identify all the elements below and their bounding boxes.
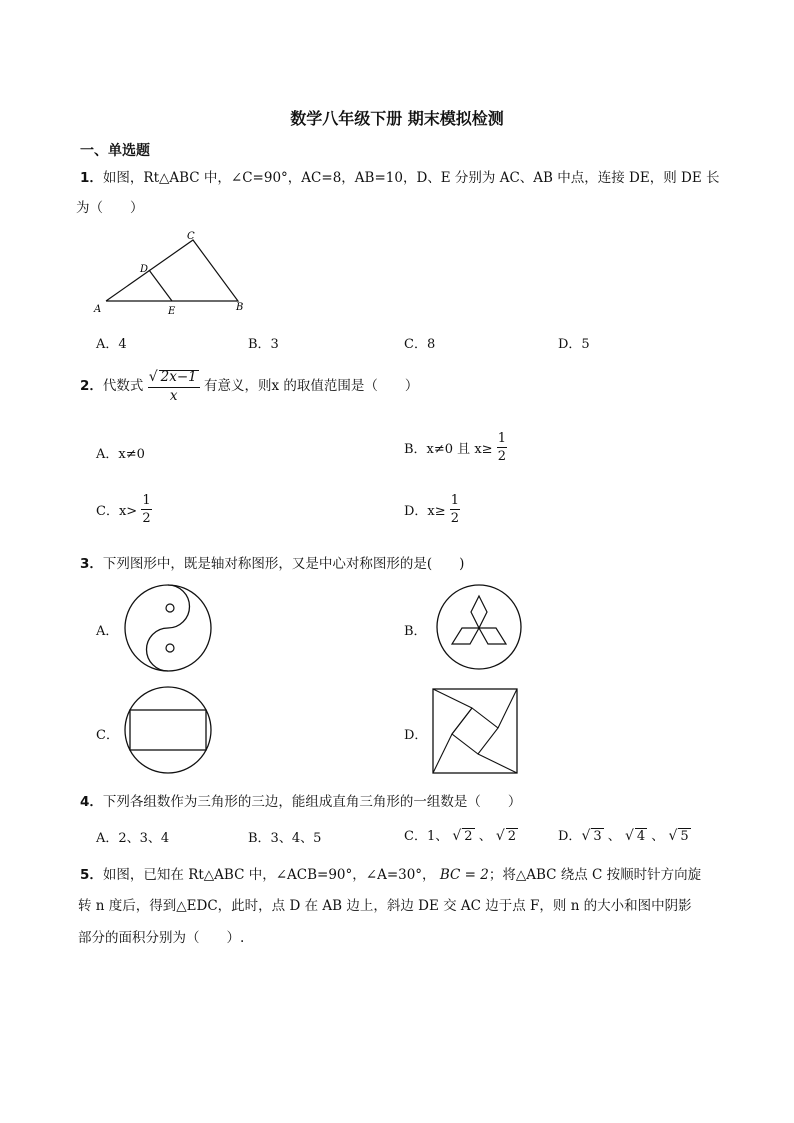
option-b[interactable]: B．	[404, 624, 427, 639]
mitsubishi-logo-icon[interactable]	[436, 584, 522, 670]
label-e: E	[168, 306, 176, 317]
question-3	[80, 552, 464, 572]
option-d[interactable]: D．x≥ $\frac{1}{2}$	[404, 493, 460, 526]
option-a[interactable]: A．	[96, 624, 119, 639]
option-c[interactable]: C．x> $\frac{1}{2}$	[96, 493, 151, 526]
question-text: 下列图形中，既是轴对称图形，又是中心对称图形的是( )	[102, 556, 465, 572]
triangle-figure	[90, 228, 255, 318]
question-text-prefix: 代数式	[102, 378, 144, 394]
option-a[interactable]: A．4	[96, 337, 127, 352]
option-c[interactable]: C．	[96, 728, 119, 743]
question-text: 下列各组数作为三角形的三边，能组成直角三角形的一组数是（ ）	[102, 794, 522, 810]
label-c: C	[187, 231, 195, 242]
question-number: 3．	[80, 556, 103, 572]
question-5-line-2: 转 n 度后，得到△EDC，此时，点 D 在 AB 边上，斜边 DE 交 AC 边于点 F，则 n 的大小和图中阴影	[78, 898, 692, 914]
question-number: 5．	[80, 867, 103, 883]
question-5: 5．如图，已知在 Rt△ABC 中，∠ACB=90°，∠A=30°， BC = 2；将△ABC 绕点 C 按顺时针方向旋	[80, 867, 702, 883]
page-title: 数学八年级下册 期末模拟检测	[290, 109, 504, 128]
question-5-line-3: 部分的面积分别为（ ）.	[78, 930, 245, 946]
option-b[interactable]: B．3	[248, 337, 279, 352]
question-text: 如图，Rt△ABC 中，∠C=90°，AC=8，AB=10，D、E 分别为 AC、AB 中点，连接 DE，则 DE 长	[102, 170, 720, 186]
question-number: 1．	[80, 170, 103, 186]
label-b: B	[236, 302, 244, 313]
yin-yang-icon[interactable]	[124, 584, 212, 672]
label-a: A	[94, 304, 102, 315]
option-a[interactable]: A．2、3、4	[96, 831, 170, 846]
fraction-expression: $\frac{√ 2x-1}{x}$	[148, 370, 200, 403]
option-d[interactable]: D．	[404, 728, 428, 743]
rectangle-in-circle-icon[interactable]	[124, 686, 212, 774]
question-2	[80, 370, 418, 403]
question-1	[80, 166, 719, 186]
question-text-suffix: 有意义，则x 的取值范围是（ ）	[204, 378, 419, 394]
option-d[interactable]: D．5	[558, 337, 590, 352]
section-heading: 一、单选题	[80, 143, 150, 159]
option-b[interactable]: B．x≠0 且 x≥ $\frac{1}{2}$	[404, 431, 506, 464]
option-b[interactable]: B．3、4、5	[248, 831, 322, 846]
question-number: 2．	[80, 378, 103, 394]
question-number: 4．	[80, 794, 103, 810]
label-d: D	[140, 264, 149, 275]
option-d[interactable]: D．√ 3 、 √ 4 、 √ 5	[558, 828, 689, 844]
math-expression: BC = 2	[439, 867, 489, 883]
pinwheel-square-icon[interactable]	[432, 688, 518, 774]
option-c[interactable]: C．8	[404, 337, 436, 352]
question-4	[80, 790, 521, 810]
option-a[interactable]: A．x≠0	[96, 447, 145, 462]
option-c[interactable]: C．1、 √ 2 、 √ 2	[404, 828, 517, 844]
question-1-line-2: 为（ ）	[76, 200, 144, 216]
